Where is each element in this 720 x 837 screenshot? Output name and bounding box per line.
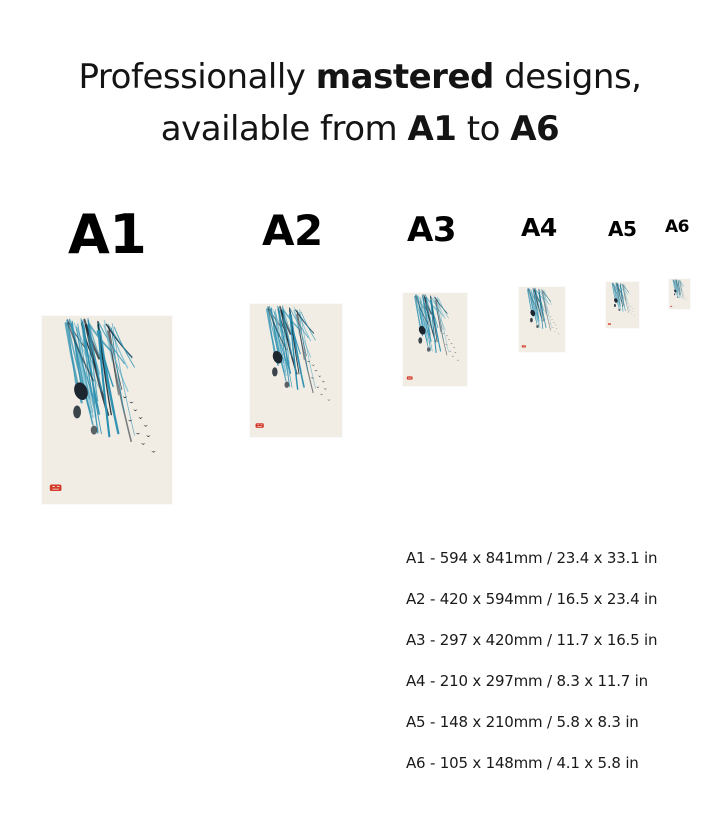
headline-line-2 [0, 109, 720, 149]
size-label-a6: A6 [665, 217, 689, 237]
print-thumbnail-a6 [669, 279, 690, 309]
size-spec-a5: A5 - 148 x 210mm / 5.8 x 8.3 in [406, 713, 639, 731]
headline-emphasis: mastered [315, 57, 494, 97]
headline-emphasis: A1 [407, 109, 457, 149]
size-label-a4: A4 [521, 213, 557, 242]
size-spec-a3: A3 - 297 x 420mm / 11.7 x 16.5 in [406, 631, 658, 649]
ink-artwork-image [519, 287, 565, 352]
size-label-a3: A3 [407, 210, 456, 250]
ink-artwork-image [606, 282, 639, 328]
print-thumbnail-a2 [250, 304, 342, 437]
ink-artwork-image [669, 279, 690, 309]
print-thumbnail-a4 [519, 287, 565, 352]
ink-artwork-image [250, 304, 342, 437]
headline-line-1 [0, 57, 720, 97]
headline-text: to [456, 109, 511, 149]
print-thumbnail-a5 [606, 282, 639, 328]
print-thumbnail-a3 [403, 293, 467, 386]
size-label-a1: A1 [68, 203, 147, 266]
headline-text: available from [160, 109, 408, 149]
size-spec-a1: A1 - 594 x 841mm / 23.4 x 33.1 in [406, 549, 658, 567]
headline-emphasis: A6 [510, 109, 560, 149]
headline-text: designs, [493, 57, 642, 97]
size-spec-a4: A4 - 210 x 297mm / 8.3 x 11.7 in [406, 672, 648, 690]
ink-artwork-image [42, 316, 172, 504]
size-label-a2: A2 [262, 206, 323, 255]
headline-text: Professionally [78, 57, 316, 97]
size-spec-a2: A2 - 420 x 594mm / 16.5 x 23.4 in [406, 590, 658, 608]
ink-artwork-image [403, 293, 467, 386]
size-label-a5: A5 [608, 217, 637, 241]
print-thumbnail-a1 [42, 316, 172, 504]
size-spec-a6: A6 - 105 x 148mm / 4.1 x 5.8 in [406, 754, 639, 772]
